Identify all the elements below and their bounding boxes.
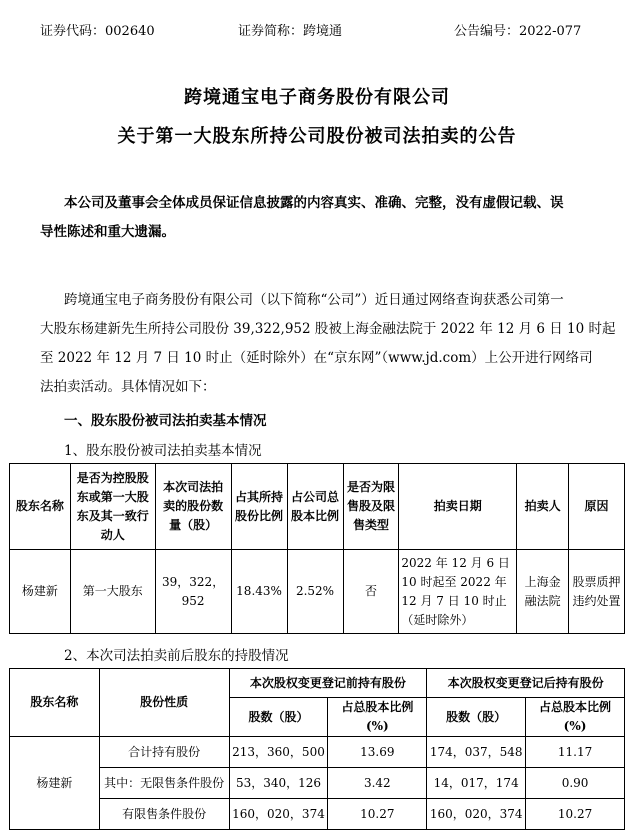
company-title: 跨境通宝电子商务股份有限公司: [184, 87, 450, 108]
cell2-before-count: 53，340，126: [229, 768, 328, 799]
section-1-heading: 一、股东股份被司法拍卖基本情况: [64, 413, 267, 429]
statement-line-1: 本公司及董事会全体成员保证信息披露的内容真实、准确、完整，没有虚假记载、误: [64, 195, 564, 211]
cell2-after-ratio: 10.27: [526, 799, 625, 830]
cell2-before-ratio: 13.69: [328, 737, 427, 768]
cell-restricted: 否: [343, 550, 399, 634]
th2-after-ratio: 占总股本比例(%): [526, 698, 625, 737]
cell2-nature: 其中：无限售条件股份: [99, 768, 229, 799]
th-holder: 股东名称: [10, 464, 71, 550]
th-restricted: 是否为限售股及限售类型: [343, 464, 399, 550]
auction-table-header: [10, 464, 625, 550]
statement-line-2-text: 导性陈述和重大遗漏。: [40, 224, 175, 240]
cell2-after-count: 174，037，548: [427, 737, 526, 768]
table-row: [10, 737, 625, 768]
table-row: [10, 550, 625, 634]
cell-auctioneer: 上海金融法院: [517, 550, 569, 634]
stock-code: 证券代码：002640: [40, 24, 155, 39]
th-shares: 本次司法拍卖的股份数量（股）: [155, 464, 231, 550]
th2-after-count: 股数（股）: [427, 698, 526, 737]
th-is-controlling: 是否为控股股东或第一大股东及其一致行动人: [70, 464, 155, 550]
stock-abbr: 证券简称：跨境通: [238, 24, 343, 39]
th-reason: 原因: [569, 464, 625, 550]
th2-before: 本次股权变更登记前持有股份: [229, 669, 427, 698]
body-line-1: 跨境通宝电子商务股份有限公司（以下简称“公司”）近日通过网络查询获悉公司第一: [64, 292, 564, 308]
th2-before-count: 股数（股）: [229, 698, 328, 737]
cell-ratio-total: 2.52%: [287, 550, 343, 634]
cell-is-controlling: 第一大股东: [70, 550, 155, 634]
table-row: [10, 768, 625, 799]
body-line-3: 至 2022 年 12 月 7 日 10 时止（延时除外）在“京东网”（www.jd.com）上公开进行网络司: [40, 350, 593, 366]
body-line-2: 大股东杨建新先生所持公司股份 39,322,952 股被上海金融法院于 2022 年 12 月 6 日 10 时起: [40, 321, 616, 337]
notice-number: 公告编号：2022-077: [454, 24, 582, 39]
th2-holder: 股东名称: [10, 669, 100, 737]
cell-reason: 股票质押违约处置: [569, 550, 625, 634]
notice-title: 关于第一大股东所持公司股份被司法拍卖的公告: [117, 126, 517, 147]
th-date: 拍卖日期: [399, 464, 517, 550]
cell-ratio-own: 18.43%: [231, 550, 287, 634]
subsection-2-heading: 2、本次司法拍卖前后股东的持股情况: [64, 648, 289, 664]
cell-shares: 39，322，952: [155, 550, 231, 634]
holding-table-header-1: [10, 669, 625, 698]
cell-date: 2022 年 12 月 6 日 10 时起至 2022 年 12 月 7 日 10 时止（延时除外）: [399, 550, 517, 634]
th2-nature: 股份性质: [99, 669, 229, 737]
cell2-nature: 合计持有股份: [99, 737, 229, 768]
cell2-before-ratio: 3.42: [328, 768, 427, 799]
th2-before-ratio: 占总股本比例(%): [328, 698, 427, 737]
cell2-before-count: 160，020，374: [229, 799, 328, 830]
body-line-4: 法拍卖活动。具体情况如下：: [40, 379, 216, 395]
cell2-after-count: 160，020，374: [427, 799, 526, 830]
statement-line-2: [40, 220, 594, 240]
table-row: [10, 799, 625, 830]
cell2-before-count: 213，360，500: [229, 737, 328, 768]
cell2-after-count: 14，017，174: [427, 768, 526, 799]
th2-after: 本次股权变更登记后持有股份: [427, 669, 625, 698]
th-ratio-own: 占其所持股份比例: [231, 464, 287, 550]
cell2-before-ratio: 10.27: [328, 799, 427, 830]
cell2-after-ratio: 0.90: [526, 768, 625, 799]
cell2-holder: 杨建新: [10, 737, 100, 830]
th-auctioneer: 拍卖人: [517, 464, 569, 550]
th-ratio-total: 占公司总股本比例: [287, 464, 343, 550]
cell2-after-ratio: 11.17: [526, 737, 625, 768]
subsection-1-heading: 1、股东股份被司法拍卖基本情况: [64, 443, 262, 459]
holding-table: [9, 668, 625, 830]
cell2-nature: 有限售条件股份: [99, 799, 229, 830]
cell-holder: 杨建新: [10, 550, 71, 634]
auction-table: [9, 463, 625, 634]
